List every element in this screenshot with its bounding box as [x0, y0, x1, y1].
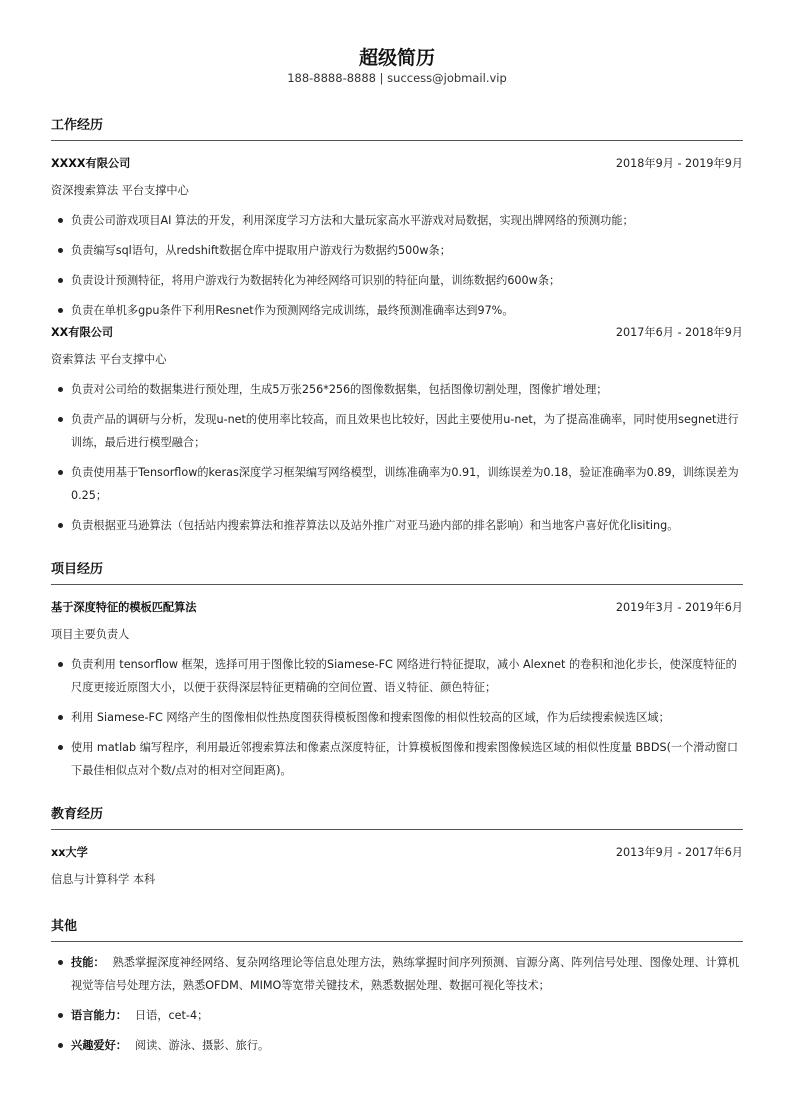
- bullet-item: 负责公司游戏项目AI 算法的开发，利用深度学习方法和大量玩家高水平游戏对局数据，实现出牌网络的预测功能；: [51, 209, 743, 232]
- bullet-item: 负责根据亚马逊算法（包括站内搜索算法和推荐算法以及站外推广对亚马逊内部的排名影响）和当地客户喜好优化lisiting。: [51, 514, 743, 537]
- bullet-item: 负责在单机多gpu条件下利用Resnet作为预测网络完成训练，最终预测准确率达到97%。: [51, 299, 743, 322]
- entry-date: 2017年6月 - 2018年9月: [615, 326, 743, 339]
- company-name: XX有限公司: [51, 326, 114, 339]
- entry-header: [51, 155, 743, 171]
- skills-item: [51, 951, 743, 997]
- work-entry: [51, 324, 743, 537]
- bullet-list: [51, 209, 743, 322]
- section-title-education: 教育经历: [51, 803, 743, 830]
- bullet-item: 负责设计预测特征，将用户游戏行为数据转化为神经网络可识别的特征向量，训练数据约600w条；: [51, 269, 743, 292]
- bullet-item: 使用 matlab 编写程序，利用最近邻搜索算法和像素点深度特征，计算模板图像和搜索图像候选区域的相似性度量 BBDS(一个滑动窗口下最佳相似点对个数/点对的相对空间距离)。: [51, 736, 743, 782]
- education-section: [51, 803, 743, 887]
- education-entry: [51, 844, 743, 887]
- entry-date: 2018年9月 - 2019年9月: [615, 157, 743, 170]
- company-name: XXXX有限公司: [51, 157, 131, 170]
- work-section: [51, 114, 743, 537]
- bullet-item: 负责产品的调研与分析，发现u-net的使用率比较高，而且效果也比较好，因此主要使用u-net，为了提高准确率，同时使用segnet进行训练，最后进行模型融合；: [51, 408, 743, 454]
- resume-name: 超级简历: [358, 47, 435, 69]
- project-entry: [51, 599, 743, 782]
- language-item: [51, 1004, 743, 1027]
- hobbies-item: [51, 1034, 743, 1057]
- entry-date: 2019年3月 - 2019年6月: [615, 601, 743, 614]
- skills-label: 技能：: [71, 956, 105, 969]
- other-section: [51, 915, 743, 1057]
- section-title-work: 工作经历: [51, 114, 743, 141]
- language-label: 语言能力：: [71, 1009, 127, 1022]
- section-title-other: 其他: [51, 915, 743, 942]
- bullet-list: [51, 378, 743, 537]
- project-name: 基于深度特征的模板匹配算法: [51, 601, 197, 614]
- entry-date: 2013年9月 - 2017年6月: [615, 846, 743, 859]
- bullet-list: [51, 951, 743, 1057]
- bullet-item: 利用 Siamese-FC 网络产生的图像相似性热度图获得模板图像和搜索图像的相似性较高的区域，作为后续搜索候选区域；: [51, 706, 743, 729]
- bullet-item: 负责使用基于Tensorflow的keras深度学习框架编写网络模型，训练准确率为0.91，训练误差为0.18，验证准确率为0.89，训练误差为0.25；: [51, 461, 743, 507]
- hobbies-label: 兴趣爱好：: [71, 1039, 127, 1052]
- bullet-item: 负责利用 tensorflow 框架，选择可用于图像比较的Siamese-FC 网络进行特征提取，减小 Alexnet 的卷积和池化步长，使深度特征的尺度更接近原图大小，以便于获得深层特征更精确的空间位置、语义特征、颜色特征；: [51, 653, 743, 699]
- project-role: 项目主要负责人: [51, 628, 130, 641]
- work-entry: [51, 155, 743, 322]
- major: 信息与计算科学 本科: [51, 873, 156, 886]
- entry-header: [51, 599, 743, 615]
- job-role: 资深搜索算法 平台支撑中心: [51, 184, 189, 197]
- section-title-projects: 项目经历: [51, 558, 743, 585]
- bullet-item: 负责对公司给的数据集进行预处理，生成5万张256*256的图像数据集，包括图像切割处理，图像扩增处理；: [51, 378, 743, 401]
- job-role: 资索算法 平台支撑中心: [51, 353, 167, 366]
- language-text: 日语，cet-4；: [134, 1009, 209, 1022]
- bullet-list: [51, 653, 743, 782]
- hobbies-text: 阅读、游泳、摄影、旅行。: [134, 1039, 270, 1052]
- skills-text: 熟悉掌握深度神经网络、复杂网络理论等信息处理方法，熟练掌握时间序列预测、盲源分离、阵列信号处理、图像处理、计算机视觉等信号处理方法，熟悉OFDM、MIMO等宽带关键技术，熟悉数据处理、数据可视化等技术；: [71, 956, 740, 992]
- entry-header: [51, 324, 743, 340]
- project-section: [51, 558, 743, 782]
- entry-header: [51, 844, 743, 860]
- contact-info: 188-8888-8888 | success@jobmail.vip: [287, 71, 507, 85]
- bullet-item: 负责编写sql语句，从redshift数据仓库中提取用户游戏行为数据约500w条；: [51, 239, 743, 262]
- school-name: xx大学: [51, 846, 88, 859]
